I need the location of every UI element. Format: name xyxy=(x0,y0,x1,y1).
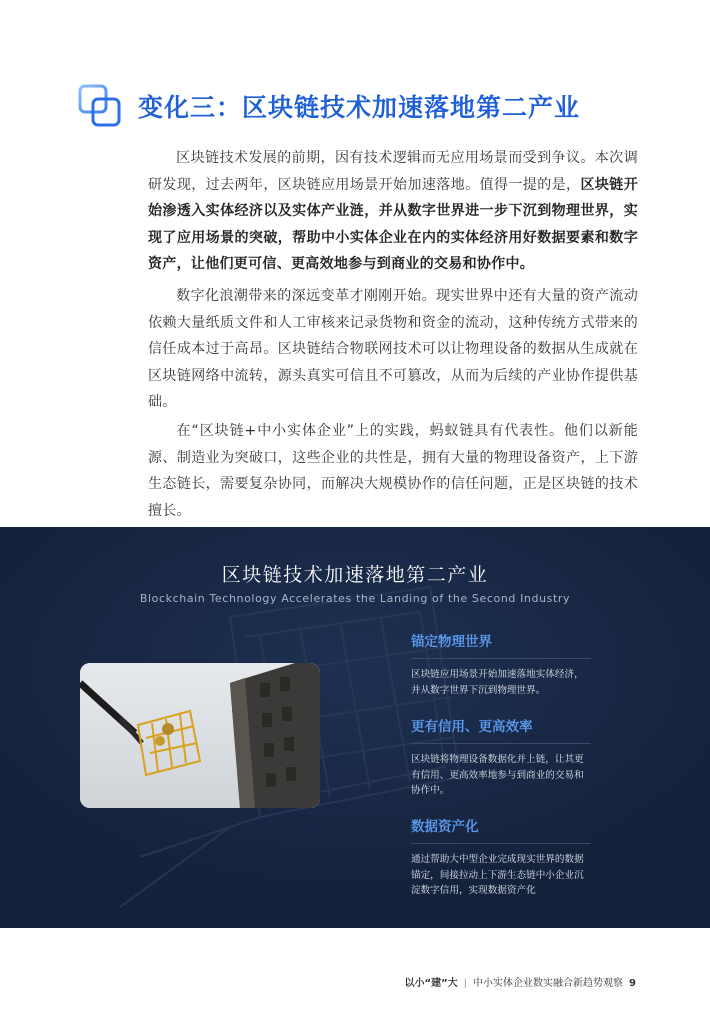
page-number: 9 xyxy=(629,978,636,989)
feature-2-title: 更有信用、更高效率 xyxy=(411,719,533,735)
feature-3-divider xyxy=(411,843,591,844)
footer-brand: 以小“建”大 xyxy=(404,978,458,989)
feature-credit-efficiency xyxy=(411,715,591,799)
feature-1-divider xyxy=(411,658,591,659)
feature-anchor-physical-world xyxy=(411,630,591,698)
panel-title: 区块链技术加速落地第二产业 xyxy=(221,564,489,586)
paragraph-2 xyxy=(148,283,638,416)
section-header xyxy=(78,80,638,130)
footer-report-title: 中小实体企业数实融合新趋势观察 xyxy=(473,978,624,989)
feature-data-assetization xyxy=(411,815,591,899)
photo-illustration xyxy=(80,663,320,808)
section-title: 变化三：区块链技术加速落地第二产业 xyxy=(138,93,581,122)
overlapping-squares-icon xyxy=(78,84,122,128)
infographic-panel xyxy=(0,527,710,928)
paragraph-2-text: 数字化浪潮带来的深远变革才刚刚开始。现实世界中还有大量的资产流动依赖大量纸质文件和人工审核来记录货物和资金的流动，这种传统方式带来的信任成本过于高昂。区块链结合物联网技术可以让物理设备的数据从生成就在区块链网络中流转，源头真实可信且不可篡改，从而为后续的产业协作提供基础。 xyxy=(148,288,638,410)
page-footer xyxy=(0,974,636,989)
paragraph-3 xyxy=(148,418,638,524)
aerial-work-platform-photo xyxy=(80,663,320,808)
feature-1-desc: 区块链应用场景开始加速落地实体经济，并从数字世界下沉到物理世界。 xyxy=(411,669,584,696)
footer-separator: | xyxy=(463,978,468,989)
feature-3-desc: 通过帮助大中型企业完成现实世界的数据锚定，间接拉动上下游生态链中小企业沉淀数字信用，实现数据资产化 xyxy=(411,854,584,896)
feature-3-title: 数据资产化 xyxy=(411,819,479,835)
feature-2-divider xyxy=(411,743,591,744)
panel-subtitle: Blockchain Technology Accelerates the Landing of the Second Industry xyxy=(139,592,571,605)
paragraph-1-highlight: 区块链开始渗透入实体经济以及实体产业涟，并从数字世界进一步下沉到物理世界，实现了应用场景的突破，帮助中小实体企业在内的实体经济用好数据要素和数字资产，让他们更可信、更高效地参与到商业的交易和协作中。 xyxy=(148,176,638,272)
paragraph-1-text: 区块链技术发展的前期，因有技术逻辑而无应用场景而受到争议。本次调研发现，过去两年，区块链应用场景开始加速落地。值得一提的是， xyxy=(148,150,638,193)
paragraph-3-text: 在“区块链+中小实体企业”上的实践，蚂蚁链具有代表性。他们以新能源、制造业为突破口，这些企业的共性是，拥有大量的物理设备资产，上下游生态链长，需要复杂协同，而解决大规模协作的信任问题，正是区块链的技术擅长。 xyxy=(148,423,638,519)
paragraph-1 xyxy=(148,145,638,278)
feature-1-title: 锚定物理世界 xyxy=(411,634,492,650)
feature-2-desc: 区块链将物理设备数据化并上链，让其更有信用、更高效率地参与到商业的交易和协作中。 xyxy=(411,754,584,796)
